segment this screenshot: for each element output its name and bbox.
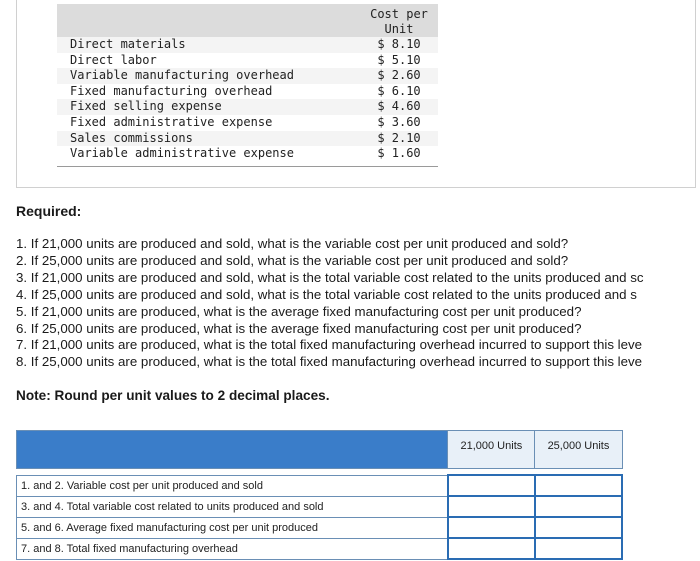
requirements-list (16, 236, 700, 371)
requirement-item: 2. If 25,000 units are produced and sold, what is the variable cost per unit produced and sold? (16, 252, 569, 268)
answer-input-25000[interactable] (536, 519, 621, 537)
answer-input-21000[interactable] (449, 498, 534, 516)
answer-cell[interactable] (448, 475, 535, 496)
answer-cell[interactable] (448, 538, 535, 559)
cost-row (57, 115, 438, 131)
answer-input-21000[interactable] (449, 540, 534, 558)
cost-per-unit-table (57, 4, 438, 167)
answer-row-label: 3. and 4. Total variable cost related to units produced and sold (17, 496, 448, 517)
answer-input-25000[interactable] (536, 498, 621, 516)
cost-item-label: Direct materials (57, 37, 360, 53)
cost-row (57, 84, 438, 100)
cost-item-value: $ 4.60 (360, 99, 438, 115)
requirement-item: 4. If 25,000 units are produced and sold, what is the total variable cost related to the units produced and s (16, 286, 637, 302)
answer-cell[interactable] (535, 496, 622, 517)
cost-item-label: Variable manufacturing overhead (57, 68, 360, 84)
answer-grid (16, 430, 623, 560)
answer-row-label: 5. and 6. Average fixed manufacturing cost per unit produced (17, 517, 448, 538)
cost-item-value: $ 3.60 (360, 115, 438, 131)
cost-item-label: Fixed administrative expense (57, 115, 360, 131)
cost-per-unit-header-text: Cost per Unit (370, 7, 428, 36)
answer-cell[interactable] (448, 517, 535, 538)
requirement-item: 8. If 25,000 units are produced, what is the total fixed manufacturing overhead incurred to support this leve (16, 354, 643, 370)
answer-cell[interactable] (535, 475, 622, 496)
cost-item-value: $ 2.10 (360, 131, 438, 147)
requirement-item: 3. If 21,000 units are produced and sold, what is the total variable cost related to the units produced and sc (16, 269, 644, 285)
answer-cell[interactable] (535, 517, 622, 538)
cost-item-label: Variable administrative expense (57, 146, 360, 166)
answer-input-21000[interactable] (449, 519, 534, 537)
cost-row (57, 131, 438, 147)
answer-row (17, 538, 623, 559)
answer-input-21000[interactable] (449, 477, 534, 495)
cost-row (57, 99, 438, 115)
cost-item-value: $ 5.10 (360, 53, 438, 69)
cost-item-value: $ 2.60 (360, 68, 438, 84)
cost-item-value: $ 6.10 (360, 84, 438, 100)
requirement-item: 1. If 21,000 units are produced and sold, what is the variable cost per unit produced and sold? (16, 236, 569, 251)
cost-item-label: Direct labor (57, 53, 360, 69)
answer-cell[interactable] (448, 496, 535, 517)
answer-input-25000[interactable] (536, 540, 621, 558)
cost-item-value: $ 1.60 (360, 146, 438, 166)
answer-row (17, 517, 623, 538)
cost-row (57, 37, 438, 53)
cost-item-label: Sales commissions (57, 131, 360, 147)
answer-grid-header-blank (17, 431, 448, 469)
answer-row-label: 7. and 8. Total fixed manufacturing overhead (17, 538, 448, 559)
answer-row-label: 1. and 2. Variable cost per unit produced and sold (17, 475, 448, 496)
column-header-25000: 25,000 Units (535, 431, 622, 469)
answer-row (17, 475, 623, 496)
requirement-item: 6. If 25,000 units are produced, what is the average fixed manufacturing cost per unit produced? (16, 320, 582, 336)
answer-input-25000[interactable] (536, 477, 621, 495)
required-heading: Required: (16, 203, 82, 219)
cost-row (57, 53, 438, 69)
cost-row (57, 146, 438, 166)
answer-row (17, 496, 623, 517)
cost-table-item-header (57, 4, 360, 37)
column-header-21000: 21,000 Units (448, 431, 535, 469)
cost-data-panel (16, 0, 696, 188)
cost-item-label: Fixed selling expense (57, 99, 360, 115)
cost-item-label: Fixed manufacturing overhead (57, 84, 360, 100)
cost-per-unit-header (360, 4, 438, 37)
rounding-note: Note: Round per unit values to 2 decimal places. (16, 388, 330, 403)
requirement-item: 5. If 21,000 units are produced, what is the average fixed manufacturing cost per unit produced? (16, 303, 582, 319)
cost-row (57, 68, 438, 84)
cost-item-value: $ 8.10 (360, 37, 438, 53)
answer-cell[interactable] (535, 538, 622, 559)
requirement-item: 7. If 21,000 units are produced, what is the total fixed manufacturing overhead incurred to support this leve (16, 337, 643, 353)
